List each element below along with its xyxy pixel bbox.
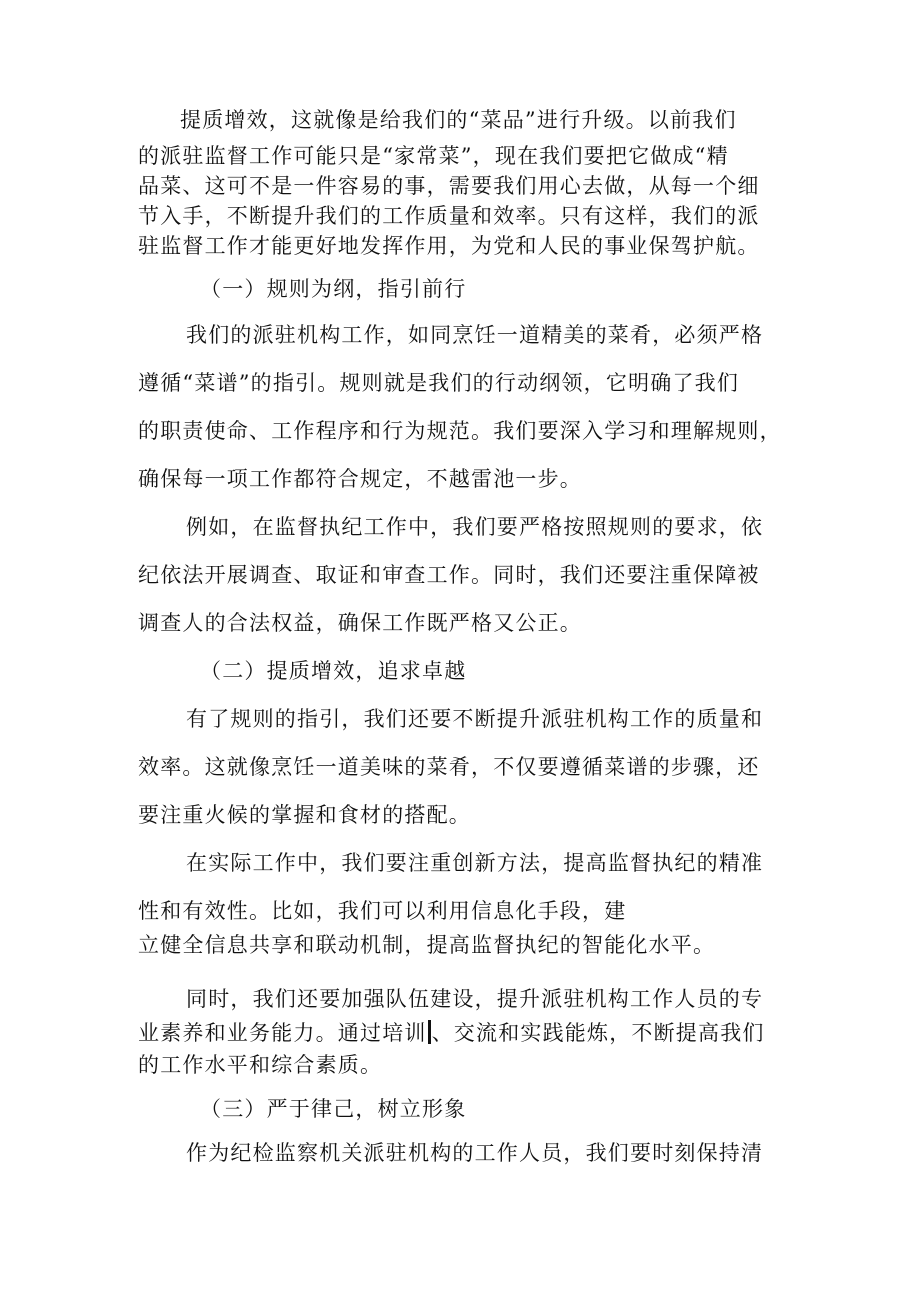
paragraph-line: 的派驻监督工作可能只是“家常菜”，现在我们要把它做成“精 — [138, 144, 729, 168]
paragraph-line: 遵循“菜谱”的指引。规则就是我们的行动纲领，它明确了我们 — [138, 371, 740, 395]
paragraph-line: 品菜、这可不是一件容易的事，需要我们用心去做，从每一个细 — [138, 174, 760, 198]
paragraph-line: 要注重火候的掌握和食材的搭配。 — [138, 803, 471, 827]
paragraph-line: 立健全信息共享和联动机制，提高监督执纪的智能化水平。 — [138, 933, 716, 957]
paragraph-line: 驻监督工作才能更好地发挥作用，为党和人民的事业保驾护航。 — [138, 234, 760, 258]
section-heading: （二）提质增效，追求卓越 — [200, 659, 467, 683]
paragraph-line: 作为纪检监察机关派驻机构的工作人员，我们要时刻保持清 — [186, 1141, 764, 1165]
text-cursor — [428, 1020, 431, 1044]
section-heading: （三）严于律己，树立形象 — [200, 1097, 467, 1121]
section-heading: （一）规则为纲，指引前行 — [200, 277, 467, 301]
paragraph-line: 同时，我们还要加强队伍建设，提升派驻机构工作人员的专 — [186, 987, 764, 1011]
paragraph-text: 、交流和实践能炼，不断提高我们 — [431, 1021, 765, 1045]
paragraph-line: 的工作水平和综合素质。 — [138, 1053, 383, 1077]
paragraph-text: 业素养和业务能力。通过培训 — [138, 1021, 427, 1045]
paragraph-line: 例如，在监督执纪工作中，我们要严格按照规则的要求，依 — [186, 515, 764, 539]
paragraph-line: 调查人的合法权益，确保工作既严格又公正。 — [138, 611, 582, 635]
paragraph-line: 有了规则的指引，我们还要不断提升派驻机构工作的质量和 — [186, 707, 764, 731]
paragraph-line: 节入手，不断提升我们的工作质量和效率。只有这样，我们的派 — [138, 204, 760, 228]
paragraph-line: 效率。这就像烹饪一道美味的菜肴，不仅要遵循菜谱的步骤，还 — [138, 755, 760, 779]
paragraph-line: 我们的派驻机构工作，如同烹饪一道精美的菜肴，必须严格 — [186, 323, 764, 347]
paragraph-line: 确保每一项工作都符合规定，不越雷池一步。 — [138, 467, 582, 491]
paragraph-line: 性和有效性。比如，我们可以利用信息化手段，建 — [138, 899, 627, 923]
paragraph-line: 提质增效，这就像是给我们的“菜品”进行升级。以前我们 — [180, 108, 737, 132]
paragraph-line-with-cursor — [138, 1020, 765, 1046]
paragraph-line: 纪依法开展调查、取证和审查工作。同时，我们还要注重保障被 — [138, 563, 760, 587]
paragraph-line: 的职责使命、工作程序和行为规范。我们要深入学习和理解规则， — [138, 419, 782, 443]
paragraph-line: 在实际工作中，我们要注重创新方法，提高监督执纪的精准 — [186, 851, 764, 875]
